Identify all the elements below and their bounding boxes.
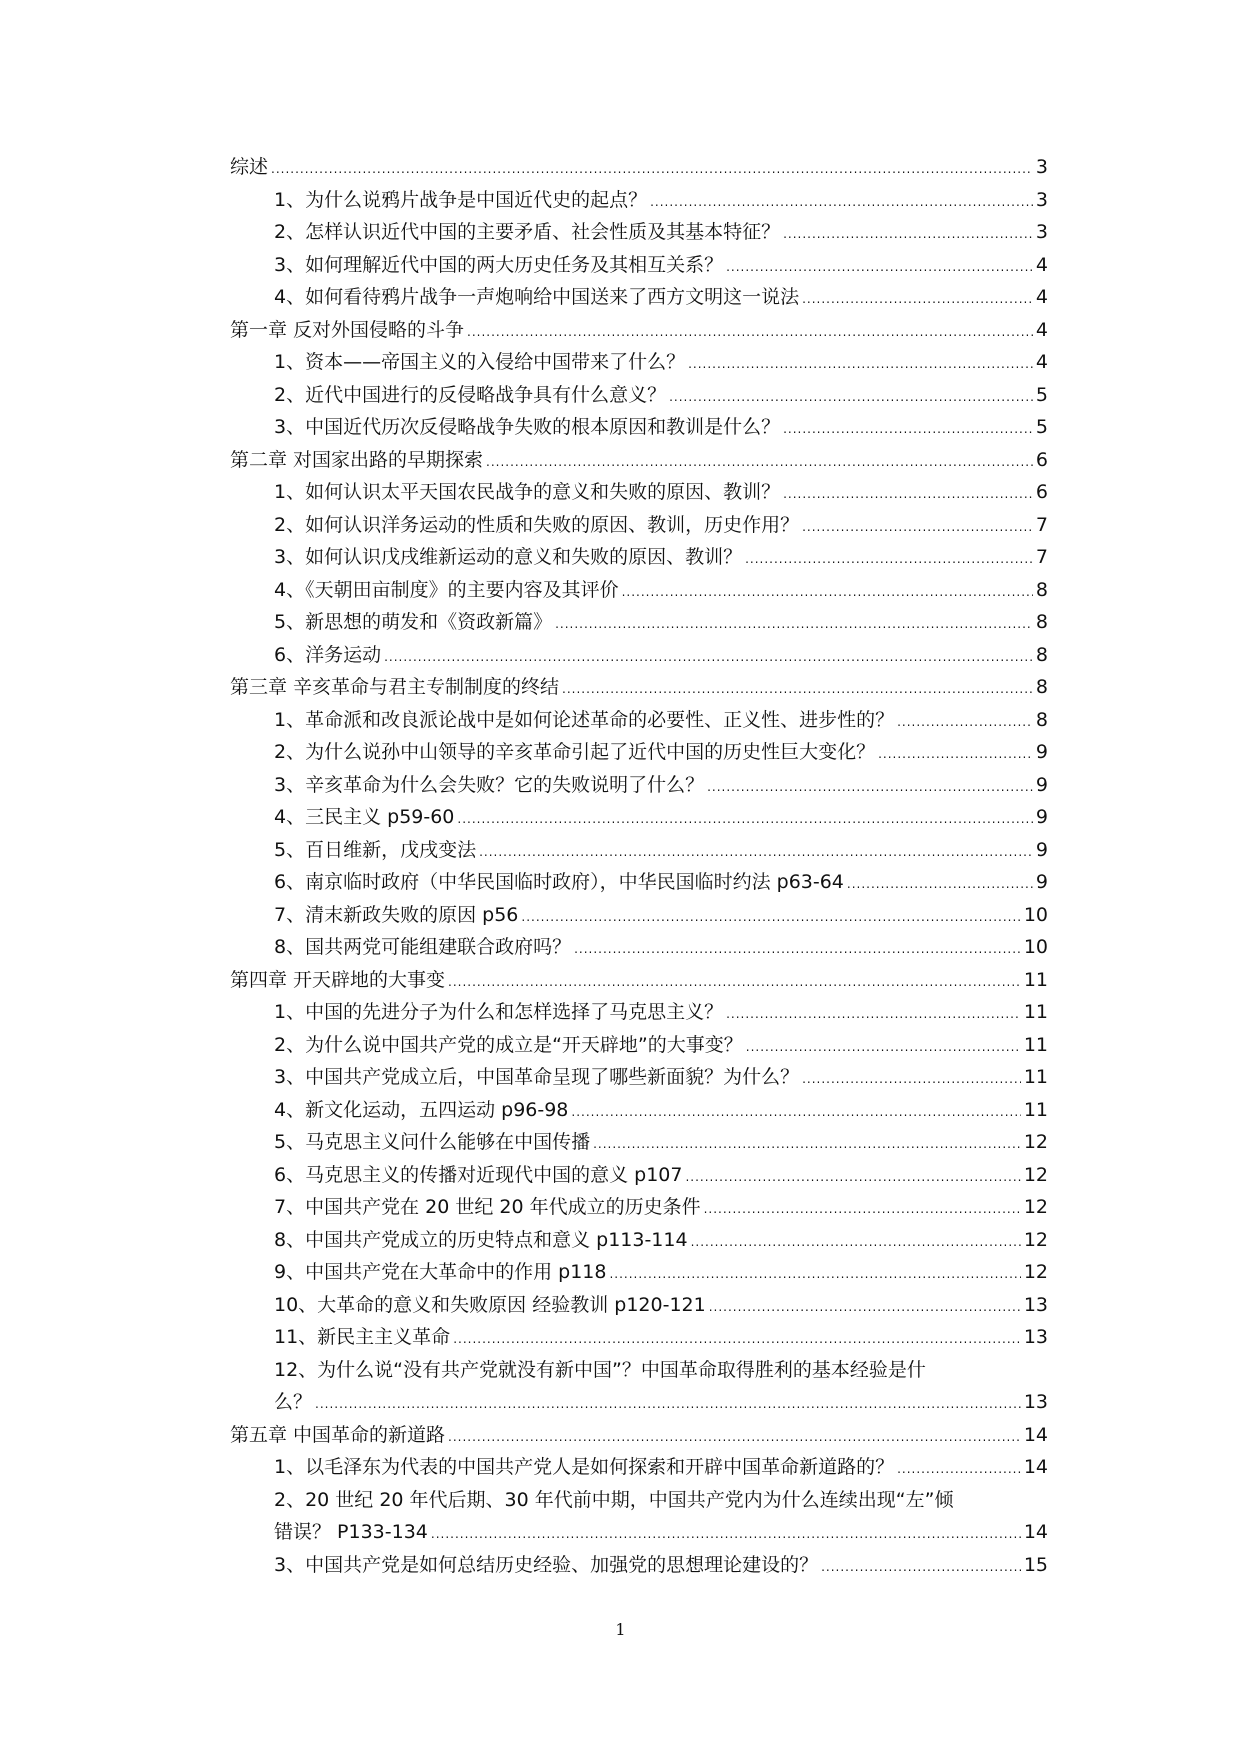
toc-page: 13 — [1023, 1293, 1048, 1316]
toc-page: 12 — [1023, 1261, 1048, 1283]
toc-item[interactable] — [230, 509, 1048, 542]
dot-leader — [486, 446, 1033, 479]
toc-item-wrapped-line[interactable]: 2、20 世纪 20 年代后期、30 年代前中期，中国共产党内为什么连续出现“左”倾 — [274, 1488, 954, 1511]
toc-item[interactable] — [230, 606, 1048, 639]
toc-page: 13 — [1023, 1326, 1048, 1348]
toc-item[interactable] — [230, 704, 1048, 737]
toc-page: 10 — [1023, 936, 1048, 958]
dot-leader — [704, 1193, 1021, 1226]
toc-title: 11、新民主主义革命 — [274, 1326, 451, 1348]
toc-page: 13 — [1023, 1391, 1048, 1413]
toc-item[interactable] — [230, 769, 1048, 802]
toc-title: 5、新思想的萌发和《资政新篇》 — [274, 611, 553, 633]
dot-leader — [847, 868, 1033, 901]
toc-item[interactable] — [230, 1159, 1048, 1192]
toc-page: 8 — [1035, 578, 1048, 601]
dot-leader — [609, 1258, 1020, 1291]
toc-page: 12 — [1023, 1163, 1048, 1186]
toc-page: 9 — [1035, 806, 1048, 828]
toc-title: 2、怎样认识近代中国的主要矛盾、社会性质及其基本特征？ — [274, 221, 781, 243]
toc-item[interactable] — [230, 1451, 1048, 1484]
dot-leader — [271, 153, 1033, 186]
toc-page: 9 — [1035, 741, 1048, 763]
dot-leader — [448, 1421, 1021, 1454]
toc-page: 7 — [1035, 546, 1048, 568]
toc-title: 3、辛亥革命为什么会失败？它的失败说明了什么？ — [274, 773, 705, 796]
toc-item[interactable] — [230, 476, 1048, 509]
toc-page: 4 — [1035, 253, 1048, 276]
toc-title: 2、为什么说中国共产党的成立是“开天辟地”的大事变？ — [274, 1033, 743, 1056]
dot-leader — [593, 1128, 1021, 1161]
toc-title: 第一章 反对外国侵略的斗争 — [230, 318, 465, 341]
toc-page: 11 — [1023, 1098, 1048, 1121]
toc-title: 4、三民主义 p59-60 — [274, 806, 455, 828]
toc-item[interactable] — [230, 574, 1048, 607]
toc-item[interactable] — [230, 346, 1048, 379]
dot-leader — [783, 218, 1033, 251]
toc-page: 8 — [1035, 708, 1048, 731]
toc-page: 6 — [1035, 481, 1048, 503]
toc-title: 1、革命派和改良派论战中是如何论述革命的必要性、正义性、进步性的？ — [274, 708, 895, 731]
toc-page: 8 — [1035, 676, 1048, 698]
toc-item[interactable] — [230, 639, 1048, 672]
toc-title: 3、中国共产党成立后，中国革命呈现了哪些新面貌？为什么？ — [274, 1066, 800, 1088]
toc-page: 14 — [1023, 1456, 1048, 1478]
dot-leader — [688, 348, 1033, 381]
toc-title: 综述 — [230, 156, 269, 178]
toc-page: 3 — [1035, 188, 1048, 211]
dot-leader — [746, 1031, 1021, 1064]
dot-leader — [745, 543, 1033, 576]
toc-title: 4、新文化运动，五四运动 p96-98 — [274, 1098, 569, 1121]
toc-page: 12 — [1023, 1131, 1048, 1153]
toc-item[interactable] — [230, 736, 1048, 769]
toc-title: 第四章 开天辟地的大事变 — [230, 968, 446, 991]
toc-page: 7 — [1035, 513, 1048, 536]
toc-title: 10、大革命的意义和失败原因 经验教训 p120-121 — [274, 1293, 706, 1316]
toc-item[interactable] — [230, 1321, 1048, 1354]
toc-chapter[interactable] — [230, 314, 1048, 347]
toc-item[interactable] — [230, 1224, 1048, 1257]
dot-leader — [707, 771, 1033, 804]
dot-leader — [685, 1161, 1020, 1194]
toc-item[interactable] — [230, 541, 1048, 574]
dot-leader — [802, 1063, 1021, 1096]
dot-leader — [384, 641, 1033, 674]
dot-leader — [622, 576, 1033, 609]
dot-leader — [431, 1518, 1021, 1551]
toc-page: 10 — [1023, 903, 1048, 926]
toc-title: 3、如何认识戊戌维新运动的意义和失败的原因、教训？ — [274, 546, 743, 568]
toc-title: 1、如何认识太平天国农民战争的意义和失败的原因、教训？ — [274, 481, 781, 503]
toc-title: 第三章 辛亥革命与君主专制制度的终结 — [230, 676, 560, 698]
toc-item-wrapped-line[interactable]: 12、为什么说“没有共产党就没有新中国”？中国革命取得胜利的基本经验是什 — [274, 1358, 926, 1381]
toc-chapter[interactable] — [230, 671, 1048, 704]
dot-leader — [315, 1388, 1021, 1421]
toc-item[interactable] — [230, 1029, 1048, 1062]
toc-page: 12 — [1023, 1228, 1048, 1251]
page-number: 1 — [615, 1620, 626, 1639]
dot-leader — [562, 673, 1033, 706]
toc-chapter[interactable] — [230, 1419, 1048, 1452]
toc-item[interactable] — [230, 1191, 1048, 1224]
toc-page: 11 — [1023, 1066, 1048, 1088]
toc-page: 11 — [1023, 1001, 1048, 1023]
toc-title: 2、如何认识洋务运动的性质和失败的原因、教训，历史作用？ — [274, 513, 800, 536]
toc-page: 9 — [1035, 871, 1048, 893]
dot-leader — [897, 1453, 1021, 1486]
toc-item[interactable] — [230, 866, 1048, 899]
toc-title: 1、资本——帝国主义的入侵给中国带来了什么？ — [274, 351, 686, 373]
dot-leader — [467, 316, 1033, 349]
toc-page: 3 — [1035, 221, 1048, 243]
toc-title: 2、近代中国进行的反侵略战争具有什么意义？ — [274, 383, 667, 406]
toc-title: 1、以毛泽东为代表的中国共产党人是如何探索和开辟中国革命新道路的？ — [274, 1456, 895, 1478]
toc-title: 7、清末新政失败的原因 p56 — [274, 903, 519, 926]
toc-item[interactable] — [230, 411, 1048, 444]
toc-item[interactable] — [230, 996, 1048, 1029]
toc-item[interactable] — [230, 1061, 1048, 1094]
toc-page: 4 — [1035, 286, 1048, 308]
toc-page: 14 — [1023, 1423, 1048, 1446]
dot-leader — [479, 836, 1033, 869]
dot-leader — [448, 966, 1021, 999]
dot-leader — [650, 186, 1033, 219]
toc-title: 8、国共两党可能组建联合政府吗？ — [274, 936, 572, 958]
toc-title: 7、中国共产党在 20 世纪 20 年代成立的历史条件 — [274, 1196, 701, 1218]
toc-page: 5 — [1035, 416, 1048, 438]
dot-leader — [574, 933, 1021, 966]
dot-leader — [571, 1096, 1020, 1129]
dot-leader — [453, 1323, 1021, 1356]
toc-item[interactable] — [230, 184, 1048, 217]
dot-leader — [521, 901, 1020, 934]
toc-page: 5 — [1035, 383, 1048, 406]
toc-page: 15 — [1023, 1553, 1048, 1576]
toc-item[interactable] — [230, 249, 1048, 282]
dot-leader — [726, 251, 1033, 284]
toc-page: 8 — [1035, 611, 1048, 633]
toc-title: 4、《天朝田亩制度》的主要内容及其评价 — [274, 578, 619, 601]
toc-title: 第二章 对国家出路的早期探索 — [230, 448, 484, 471]
toc-title: 4、如何看待鸦片战争一声炮响给中国送来了西方文明这一说法 — [274, 286, 800, 308]
dot-leader — [457, 803, 1033, 836]
toc-item-continuation[interactable] — [230, 1516, 1048, 1549]
dot-leader — [783, 413, 1033, 446]
dot-leader — [897, 706, 1033, 739]
toc-item[interactable] — [230, 1256, 1048, 1289]
toc-title: 错误？ P133-134 — [274, 1521, 428, 1543]
toc-title: 2、为什么说孙中山领导的辛亥革命引起了近代中国的历史性巨大变化？ — [274, 741, 876, 763]
toc-page: 4 — [1035, 318, 1048, 341]
toc-item[interactable] — [230, 379, 1048, 412]
toc-page: 12 — [1023, 1196, 1048, 1218]
table-of-contents — [230, 151, 1048, 1581]
toc-page: 11 — [1023, 1033, 1048, 1056]
dot-leader — [878, 738, 1033, 771]
toc-page: 14 — [1023, 1521, 1048, 1543]
dot-leader — [783, 478, 1033, 511]
toc-chapter[interactable] — [230, 444, 1048, 477]
toc-title: 5、马克思主义问什么能够在中国传播 — [274, 1131, 591, 1153]
toc-chapter[interactable] — [230, 151, 1048, 184]
dot-leader — [726, 998, 1021, 1031]
dot-leader — [821, 1551, 1021, 1584]
toc-item[interactable] — [230, 281, 1048, 314]
toc-item[interactable] — [230, 216, 1048, 249]
dot-leader — [709, 1291, 1021, 1324]
toc-title: 9、中国共产党在大革命中的作用 p118 — [274, 1261, 607, 1283]
toc-page: 11 — [1023, 968, 1048, 991]
toc-title: 1、为什么说鸦片战争是中国近代史的起点？ — [274, 188, 648, 211]
toc-title: 3、如何理解近代中国的两大历史任务及其相互关系？ — [274, 253, 724, 276]
toc-page: 9 — [1035, 773, 1048, 796]
toc-title: 1、中国的先进分子为什么和怎样选择了马克思主义？ — [274, 1001, 724, 1023]
toc-item[interactable] — [230, 899, 1048, 932]
dot-leader — [691, 1226, 1021, 1259]
dot-leader — [802, 283, 1033, 316]
toc-item-continuation[interactable] — [230, 1386, 1048, 1419]
toc-item[interactable] — [230, 801, 1048, 834]
toc-title: 第五章 中国革命的新道路 — [230, 1423, 446, 1446]
toc-title: 6、南京临时政府（中华民国临时政府），中华民国临时约法 p63-64 — [274, 871, 844, 893]
toc-title: 5、百日维新，戊戌变法 — [274, 838, 477, 861]
toc-item[interactable] — [230, 834, 1048, 867]
toc-page: 4 — [1035, 351, 1048, 373]
toc-title: 8、中国共产党成立的历史特点和意义 p113-114 — [274, 1228, 688, 1251]
toc-title: 3、中国近代历次反侵略战争失败的根本原因和教训是什么？ — [274, 416, 781, 438]
toc-item[interactable] — [230, 1549, 1048, 1582]
toc-item[interactable] — [230, 1126, 1048, 1159]
toc-page: 8 — [1035, 643, 1048, 666]
toc-chapter[interactable] — [230, 964, 1048, 997]
toc-page: 9 — [1035, 838, 1048, 861]
toc-item[interactable] — [230, 1094, 1048, 1127]
dot-leader — [669, 381, 1033, 414]
toc-item[interactable] — [230, 1289, 1048, 1322]
dot-leader — [802, 511, 1033, 544]
toc-item[interactable] — [230, 931, 1048, 964]
toc-title: 6、洋务运动 — [274, 643, 382, 666]
toc-page: 3 — [1035, 156, 1048, 178]
dot-leader — [555, 608, 1033, 641]
toc-page: 6 — [1035, 448, 1048, 471]
toc-title: 么？ — [274, 1391, 313, 1413]
toc-title: 6、马克思主义的传播对近现代中国的意义 p107 — [274, 1163, 683, 1186]
toc-title: 3、中国共产党是如何总结历史经验、加强党的思想理论建设的？ — [274, 1553, 819, 1576]
